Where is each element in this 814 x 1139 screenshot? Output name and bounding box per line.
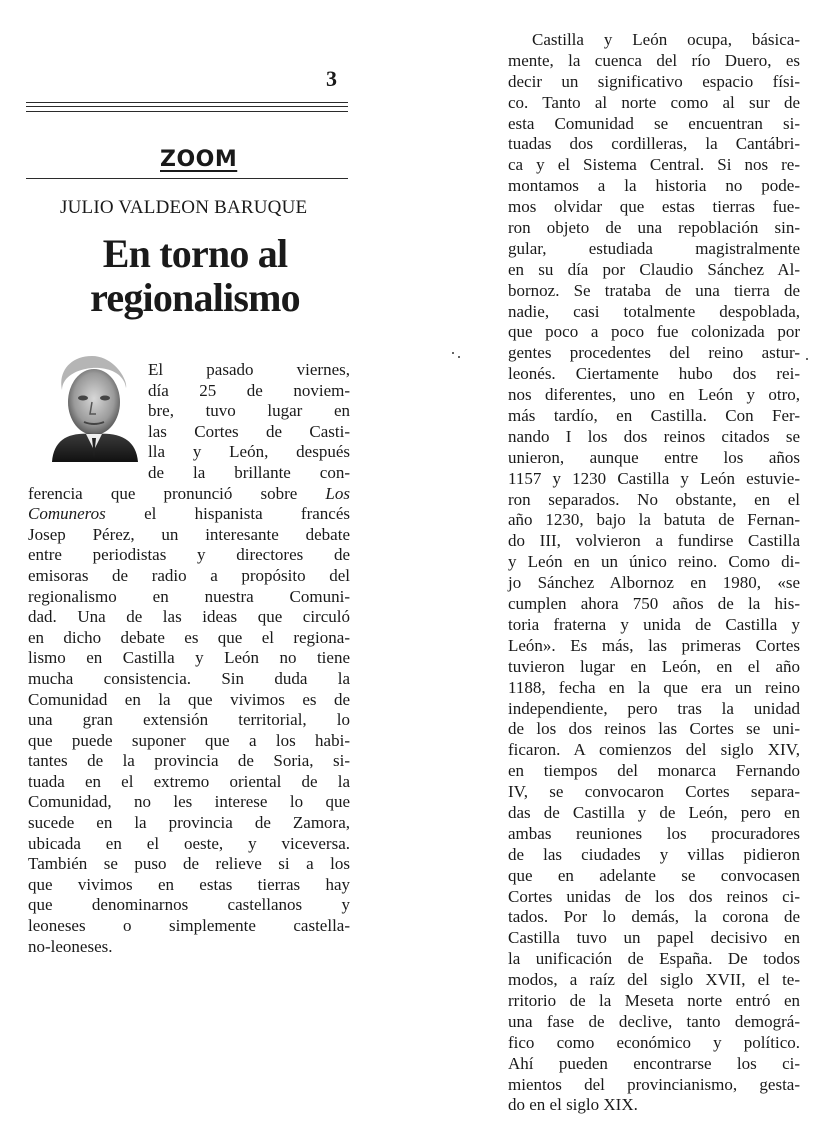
- text-line: También se puso de relieve si a los: [28, 854, 350, 874]
- text-line: ubicada en el oeste, y viceversa.: [28, 833, 350, 853]
- text-line: ambas reuniones los procuradores: [508, 823, 800, 843]
- text-line: co. Tanto al norte como al sur de: [508, 92, 800, 112]
- text-line: una fase de declive, tanto demográ-: [508, 1011, 800, 1031]
- text-line: 1188, fecha en la que era un reino: [508, 677, 800, 697]
- text-line: ron objeto de una repoblación sin-: [508, 218, 800, 238]
- text-line: mos olvidar que estas tierras fue-: [508, 197, 800, 217]
- text-line: rritorio de la Meseta norte entró en: [508, 990, 800, 1010]
- text-line: la unificación de España. De todos: [508, 949, 800, 969]
- header-rule: [26, 102, 348, 103]
- text-line: Castilla tuvo un papel decisivo en: [508, 928, 800, 948]
- text-line: que vivimos en estas tierras hay: [28, 874, 350, 894]
- text-line: una gran extensión territorial, lo: [28, 710, 350, 730]
- section-label: ZOOM: [160, 147, 238, 172]
- text-line: ferencia que pronunció sobre Los: [28, 483, 350, 503]
- text-line: tuvieron lugar en León, en el año: [508, 656, 800, 676]
- text-line: unieron, aunque entre los años: [508, 447, 800, 467]
- text-line: ca y el Sistema Central. Si nos re-: [508, 155, 800, 175]
- text-line: León». Es más, las primeras Cortes: [508, 635, 800, 655]
- text-line: cumplen ahora 750 años de la his-: [508, 594, 800, 614]
- text-line: montamos a la historia no pode-: [508, 176, 800, 196]
- text-line: que puede suponer que a los habi-: [28, 730, 350, 750]
- text-line: bornoz. Se trataba de una tierra de: [508, 280, 800, 300]
- text-line: de los dos reinos las Cortes se uni-: [508, 719, 800, 739]
- author-byline: JULIO VALDEON BARUQUE: [60, 197, 308, 218]
- text-line: gentes procedentes del reino astur-: [508, 343, 800, 363]
- text-line: nadie, casi totalmente despoblada,: [508, 301, 800, 321]
- text-line: Comunidad, no les interese lo que: [28, 792, 350, 812]
- text-line: tuadas dos cordilleras, la Cantábri-: [508, 134, 800, 154]
- text-line: das de Castilla y de León, pero en: [508, 802, 800, 822]
- text-line: lla y León, después: [148, 442, 350, 462]
- section-rule: [26, 178, 348, 179]
- text-line: decir un significativo espacio físi-: [508, 71, 800, 91]
- headline: [40, 232, 350, 320]
- text-line: Cortes unidas de los dos reinos ci-: [508, 886, 800, 906]
- text-line: Josep Pérez, un interesante debate: [28, 524, 350, 544]
- text-line: en su día por Claudio Sánchez Al-: [508, 259, 800, 279]
- text-line: más tardío, en Castilla. Con Fer-: [508, 406, 800, 426]
- text-line: bre, tuvo lugar en: [148, 401, 350, 421]
- text-line: emisoras de radio a propósito del: [28, 565, 350, 585]
- text-line: lismo en Castilla y León no tiene: [28, 648, 350, 668]
- scan-speck: [806, 358, 808, 360]
- header-rule: [26, 111, 348, 112]
- text-line: tantes de la provincia de Soria, si-: [28, 751, 350, 771]
- text-line: El pasado viernes,: [148, 360, 350, 379]
- text-line: en tiempos del monarca Fernando: [508, 761, 800, 781]
- text-line: que en adelante se convocasen: [508, 865, 800, 885]
- text-line: tuada en el extremo oriental de la: [28, 771, 350, 791]
- text-line: ron separados. No obstante, en el: [508, 489, 800, 509]
- text-line: mientos del provincianismo, gesta-: [508, 1074, 800, 1094]
- text-line: jo Sánchez Albornoz en 1980, «se: [508, 573, 800, 593]
- text-line: de la brillante con-: [148, 462, 350, 482]
- text-line: fico como económico y político.: [508, 1032, 800, 1052]
- scan-speck: [458, 356, 460, 358]
- text-line: en dicho debate es que el regiona-: [28, 627, 350, 647]
- text-line: independiente, pero tras la unidad: [508, 698, 800, 718]
- text-line: mucha consistencia. Sin duda la: [28, 668, 350, 688]
- text-line: Comuneros el hispanista francés: [28, 504, 350, 524]
- text-line: leoneses o simplemente castella-: [28, 916, 350, 936]
- text-line: leonés. Ciertamente hubo dos rei-: [508, 364, 800, 384]
- text-line: no-leoneses.: [28, 936, 113, 956]
- text-line: que poco a poco fue colonizada por: [508, 322, 800, 342]
- article-column-right: [508, 30, 800, 1116]
- text-line: do en el siglo XIX.: [508, 1095, 638, 1115]
- text-line: do III, volvieron a fundirse Castilla: [508, 531, 800, 551]
- text-line: tados. Por lo demás, la corona de: [508, 907, 800, 927]
- text-line: nos diferentes, uno en León y otro,: [508, 385, 800, 405]
- headline-line: regionalismo: [90, 275, 300, 320]
- text-line: mente, la cuenca del río Duero, es: [508, 50, 800, 70]
- text-line: Ahí pueden encontrarse los ci-: [508, 1053, 800, 1073]
- page-number: 3: [326, 66, 337, 91]
- headline-line: En torno al: [102, 231, 288, 276]
- text-line: sucede en la provincia de Zamora,: [28, 813, 350, 833]
- text-line: esta Comunidad se encuentran si-: [508, 113, 800, 133]
- text-line: y León en un único reino. Como di-: [508, 552, 800, 572]
- text-line: día 25 de noviem-: [148, 380, 350, 400]
- text-line: regionalismo en nuestra Comuni-: [28, 586, 350, 606]
- text-line: entre periodistas y directores de: [28, 545, 350, 565]
- text-line: Comunidad en la que vivimos es de: [28, 689, 350, 709]
- text-line: nando I los dos reinos citados se: [508, 426, 800, 446]
- text-line: IV, se convocaron Cortes separa-: [508, 782, 800, 802]
- text-line: 1157 y 1230 Castilla y León estuvie-: [508, 468, 800, 488]
- text-line: año 1230, bajo la batuta de Fernan-: [508, 510, 800, 530]
- text-line: que denominarnos castellanos y: [28, 895, 350, 915]
- text-line: modos, a raíz del siglo XVII, el te-: [508, 970, 800, 990]
- text-line: toria fraterna y unida de Castilla y: [508, 614, 800, 634]
- header-rule: [26, 106, 348, 107]
- scan-speck: [452, 352, 454, 354]
- text-line: gular, estudiada magistralmente: [508, 238, 800, 258]
- text-line: ficaron. A comienzos del siglo XIV,: [508, 740, 800, 760]
- text-line: las Cortes de Casti-: [148, 421, 350, 441]
- article-column-left: [28, 360, 350, 957]
- text-line: de las ciudades y villas pidieron: [508, 844, 800, 864]
- text-line: Castilla y León ocupa, básica-: [532, 30, 800, 49]
- text-line: dad. Una de las ideas que circuló: [28, 607, 350, 627]
